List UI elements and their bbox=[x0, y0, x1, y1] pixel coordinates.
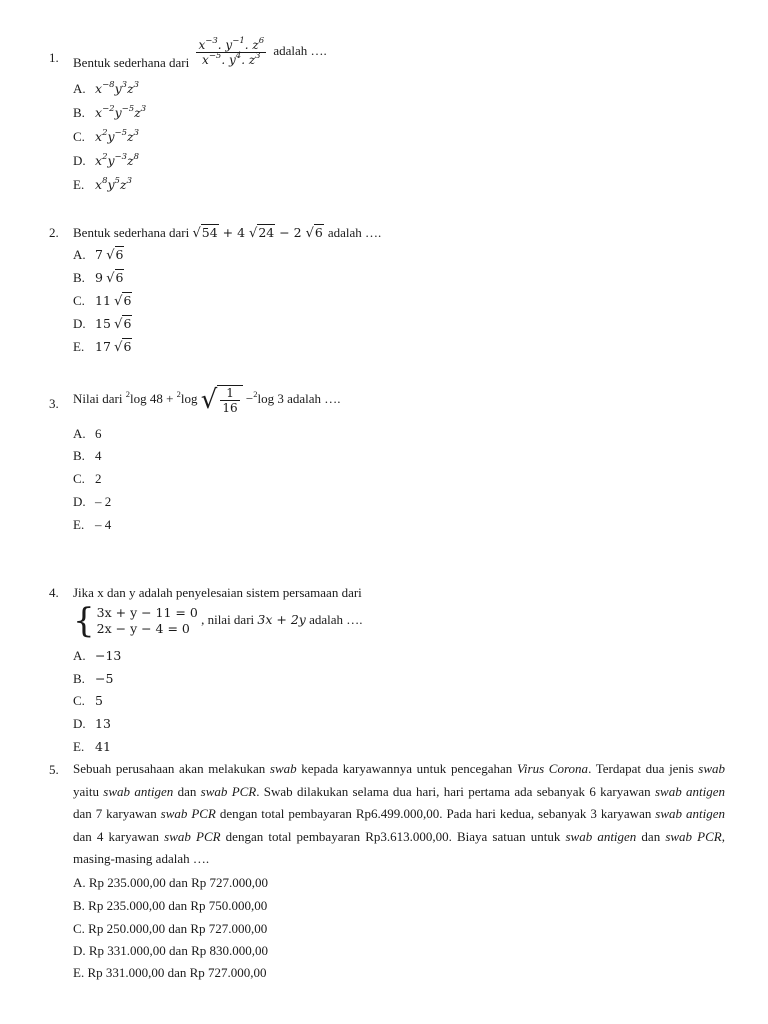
question-stem: Bentuk sederhana dari √54 + 4 √24 − 2 √6 adalah …. bbox=[73, 225, 382, 241]
option-b[interactable]: B. $x^{-2}y^{-5}z^3$ bbox=[73, 103, 147, 120]
option-b[interactable]: B. −5 bbox=[73, 671, 114, 686]
option-d[interactable]: D. 15 √6 bbox=[73, 316, 132, 332]
log-expression: $^2$log 48 + $^2$log bbox=[125, 388, 198, 406]
question-stem: Jika x dan y adalah penyelesaian sistem persamaan dari bbox=[73, 585, 362, 600]
option-e[interactable]: E. Rp 331.000,00 dan Rp 727.000,00 bbox=[73, 965, 267, 980]
option-d[interactable]: D. $x^2y^{-3}z^8$ bbox=[73, 151, 140, 168]
option-d[interactable]: D. – 2 bbox=[73, 494, 112, 509]
option-b[interactable]: B. Rp 235.000,00 dan Rp 750.000,00 bbox=[73, 898, 268, 913]
option-b[interactable]: B. 4 bbox=[73, 448, 102, 463]
option-c[interactable]: C. $x^2y^{-5}z^3$ bbox=[73, 127, 140, 144]
question-number: 2. bbox=[49, 225, 59, 240]
option-e[interactable]: E. 17 √6 bbox=[73, 339, 132, 355]
option-e[interactable]: E. $x^8y^5z^3$ bbox=[73, 175, 132, 192]
option-c[interactable]: C. 11 √6 bbox=[73, 293, 132, 309]
option-a[interactable]: A. −13 bbox=[73, 648, 122, 663]
radical-expression: √54 + 4 √24 − 2 √6 bbox=[192, 225, 323, 241]
fraction-expression: $\frac{x^{-3}. y^{-1}. z^6}{x^{-5}. y^4. z^3}$ bbox=[198, 36, 265, 67]
option-d[interactable]: D. 13 bbox=[73, 716, 111, 731]
option-b[interactable]: B. 9 √6 bbox=[73, 270, 124, 286]
question-stem: Bentuk sederhana dari $\frac{x^{-3}. y^{-1}. z^6}{x^{-5}. y^4. z^3}$ adalah …. bbox=[73, 36, 327, 71]
option-a[interactable]: A. Rp 235.000,00 dan Rp 727.000,00 bbox=[73, 875, 268, 890]
equation-system-line: { 3x + y − 11 = 0 2x − y − 4 = 0 , nilai dari 3x + 2y adalah …. bbox=[73, 601, 363, 641]
question-number: 5. bbox=[49, 762, 59, 777]
question-number: 4. bbox=[49, 585, 59, 600]
question-number: 1. bbox=[49, 50, 59, 65]
option-e[interactable]: E. – 4 bbox=[73, 517, 112, 532]
sqrt-fraction: √ $\frac{1}{16}$ bbox=[201, 385, 243, 415]
equation-system: { 3x + y − 11 = 0 2x − y − 4 = 0 bbox=[73, 601, 198, 641]
option-a[interactable]: A. 7 √6 bbox=[73, 247, 124, 263]
option-a[interactable]: A. $x^{-8}y^3z^3$ bbox=[73, 79, 140, 96]
option-c[interactable]: C. 5 bbox=[73, 693, 103, 708]
question-number: 3. bbox=[49, 396, 59, 411]
option-c[interactable]: C. Rp 250.000,00 dan Rp 727.000,00 bbox=[73, 921, 268, 936]
option-c[interactable]: C. 2 bbox=[73, 471, 102, 486]
question-stem: Sebuah perusahaan akan melakukan swab kepada karyawannya untuk pencegahan Virus Corona. Terdapat dua jenis swab yaitu swab antigen dan swab PCR. Swab dilakukan selama dua hari, hari pertama ada sebanyak 6 karyawan swab antigen dan 7 karyawan swab PCR dengan total pembayaran Rp6.499.000,00. Pada hari kedua, sebanyak 3 karyawan swab antigen dan 4 karyawan swab PCR dengan total pembayaran Rp3.613.000,00. Biaya satuan untuk swab antigen dan swab PCR, masing-masing adalah …. bbox=[73, 761, 726, 866]
option-d[interactable]: D. Rp 331.000,00 dan Rp 830.000,00 bbox=[73, 943, 268, 958]
option-a[interactable]: A. 6 bbox=[73, 426, 102, 441]
option-e[interactable]: E. 41 bbox=[73, 739, 111, 754]
question-stem: Nilai dari $^2$log 48 + $^2$log √ $\frac{1}{16}$ −$^2$log 3 adalah …. bbox=[73, 385, 341, 415]
